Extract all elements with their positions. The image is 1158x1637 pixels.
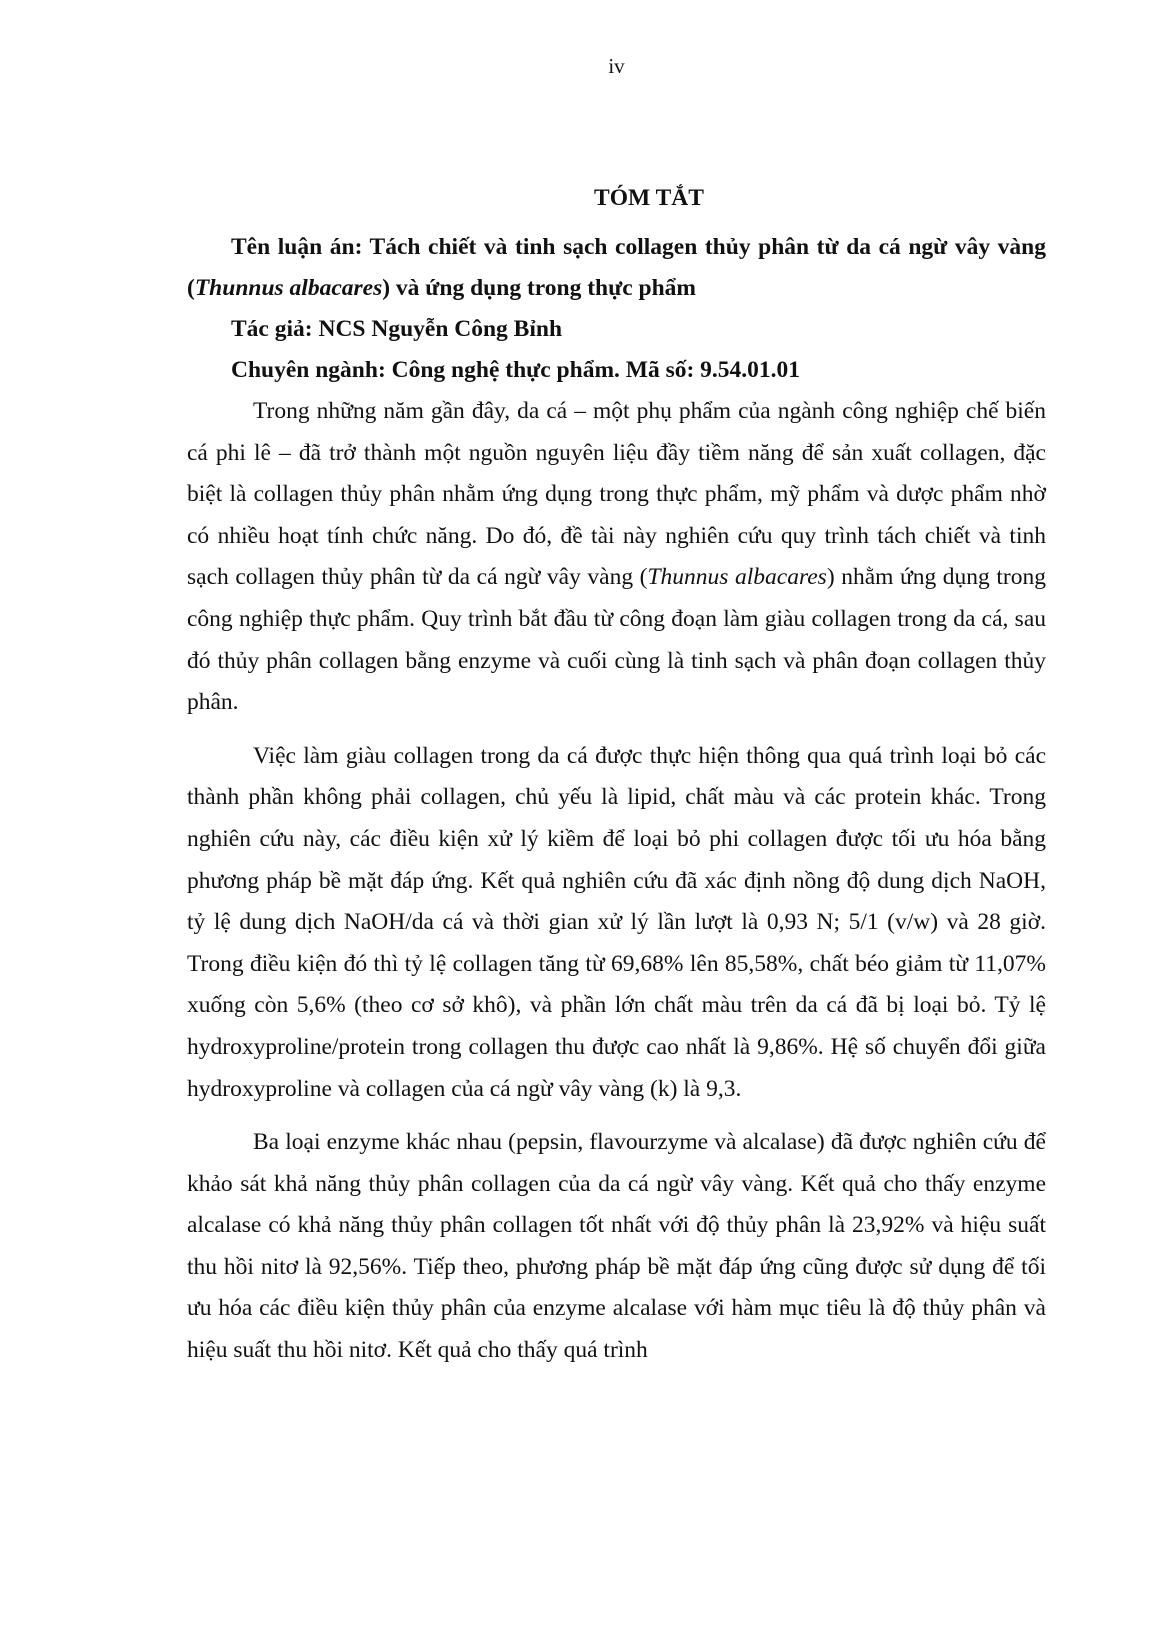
page-number: iv [608, 54, 625, 78]
thesis-label: Tên luận án: [231, 234, 363, 260]
paragraph-1-part1: Trong những năm gần đây, da cá – một phụ phẩm của ngành công nghiệp chế biến cá phi lê – đã trở thành một nguồn nguyên liệu đầy tiềm năng để sản xuất collagen, đặc biệt là collagen thủy phân nhằm ứng dụng trong thực phẩm, mỹ phẩm và dược phẩm nhờ có nhiều hoạt tính chức năng. Do đó, đề tài này nghiên cứu quy trình tách chiết và tinh sạch collagen thủy phân từ da cá ngừ vây vàng ( [187, 398, 1046, 591]
author-label: Tác giả: [231, 316, 313, 342]
paragraph-1 [187, 391, 1046, 724]
paragraph-1-species: Thunnus albacares [647, 564, 827, 591]
thesis-title-part1: Tách chiết và tinh sạch collagen thủy phân từ da cá ngừ vây vàng ( [187, 234, 1046, 301]
thesis-title-part2: ) và ứng dụng trong thực phẩm [382, 275, 696, 301]
paragraph-1-part2: ) nhằm ứng dụng trong công nghiệp thực phẩm. Quy trình bắt đầu từ công đoạn làm giàu collagen trong da cá, sau đó thủy phân collagen bằng enzyme và cuối cùng là tinh sạch và phân đoạn collagen thủy phân. [187, 564, 1046, 716]
paragraph-2: Việc làm giàu collagen trong da cá được thực hiện thông qua quá trình loại bỏ các thành phần không phải collagen, chủ yếu là lipid, chất màu và các protein khác. Trong nghiên cứu này, các điều kiện xử lý kiềm để loại bỏ phi collagen được tối ưu hóa bằng phương pháp bề mặt đáp ứng. Kết quả nghiên cứu đã xác định nồng độ dung dịch NaOH, tỷ lệ dung dịch NaOH/da cá và thời gian xử lý lần lượt là 0,93 N; 5/1 (v/w) và 28 giờ. Trong điều kiện đó thì tỷ lệ collagen tăng từ 69,68% lên 85,58%, chất béo giảm từ 11,07% xuống còn 5,6% (theo cơ sở khô), và phần lớn chất màu trên da cá đã bị loại bỏ. Tỷ lệ hydroxyproline/protein trong collagen thu được cao nhất là 9,86%. Hệ số chuyển đổi giữa hydroxyproline và collagen của cá ngừ vây vàng (k) là 9,3. [187, 742, 1046, 1102]
abstract-content [187, 178, 1046, 1376]
abstract-heading: TÓM TẮT [594, 185, 704, 211]
thesis-title-line [187, 227, 1046, 309]
major-line: Chuyên ngành: Công nghệ thực phẩm. Mã số: 9.54.01.01 [231, 357, 801, 383]
author-value: NCS Nguyễn Công Bỉnh [312, 316, 563, 342]
thesis-title-species: Thunnus albacares [194, 275, 383, 301]
author-line [187, 309, 1046, 350]
paragraph-3: Ba loại enzyme khác nhau (pepsin, flavourzyme và alcalase) đã được nghiên cứu để khảo sát khả năng thủy phân collagen của da cá ngừ vây vàng. Kết quả cho thấy enzyme alcalase có khả năng thủy phân collagen tốt nhất với độ thủy phân là 23,92% và hiệu suất thu hồi nitơ là 92,56%. Tiếp theo, phương pháp bề mặt đáp ứng cũng được sử dụng để tối ưu hóa các điều kiện thủy phân của enzyme alcalase với hàm mục tiêu là độ thủy phân và hiệu suất thu hồi nitơ. Kết quả cho thấy quá trình [187, 1129, 1046, 1364]
